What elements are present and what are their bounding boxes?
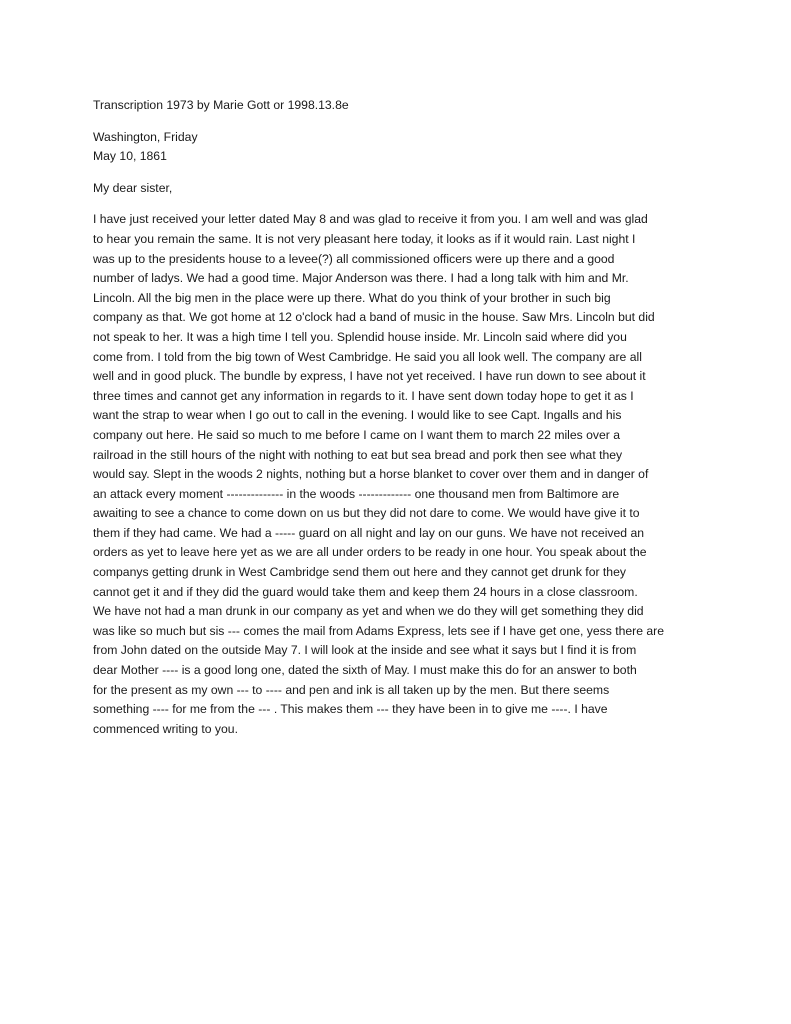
body-line: to hear you remain the same. It is not very pleasant here today, it looks as if it would rain. Last night I: [93, 231, 636, 246]
body-line: come from. I told from the big town of West Cambridge. He said you all look well. The company are all: [93, 349, 642, 364]
body-line: commenced writing to you.: [93, 721, 238, 736]
body-line: three times and cannot get any information in regards to it. I have sent down today hope to get it as I: [93, 388, 634, 403]
body-line: number of ladys. We had a good time. Major Anderson was there. I had a long talk with him and Mr.: [93, 271, 629, 286]
body-line: not speak to her. It was a high time I tell you. Splendid house inside. Mr. Lincoln said where did you: [93, 329, 627, 344]
body-line: dear Mother ---- is a good long one, dated the sixth of May. I must make this do for an answer to both: [93, 663, 637, 678]
body-line: an attack every moment -------------- in the woods ------------- one thousand men from Baltimore are: [93, 486, 620, 501]
date-line: May 10, 1861: [93, 149, 167, 164]
body-line: from John dated on the outside May 7. I will look at the inside and see what it says but I find it is from: [93, 643, 637, 658]
body-line: railroad in the still hours of the night with nothing to eat but sea bread and pork then see what they: [93, 447, 623, 462]
body-line: something ---- for me from the --- . This makes them --- they have been in to give me ----. I have: [93, 702, 608, 717]
dateline: [93, 128, 699, 167]
body-line: would say. Slept in the woods 2 nights, nothing but a horse blanket to cover over them and in danger of: [93, 467, 649, 482]
body-line: Lincoln. All the big men in the place were up there. What do you think of your brother in such big: [93, 290, 611, 305]
body-line: company as that. We got home at 12 o'clock had a band of music in the house. Saw Mrs. Lincoln but did: [93, 310, 655, 325]
body-line: want the strap to wear when I go out to call in the evening. I would like to see Capt. Ingalls and his: [93, 408, 622, 423]
body-line: We have not had a man drunk in our company as yet and when we do they will get something they did: [93, 604, 644, 619]
body-line: was like so much but sis --- comes the mail from Adams Express, lets see if I have get one, yess there are: [93, 623, 665, 638]
body-line: orders as yet to leave here yet as we are all under orders to be ready in one hour. You speak about the: [93, 545, 647, 560]
letter-body: [93, 210, 699, 739]
body-line: well and in good pluck. The bundle by express, I have not yet received. I have run down to see about it: [93, 369, 646, 384]
place-line: Washington, Friday: [93, 129, 198, 144]
body-line: was up to the presidents house to a levee(?) all commissioned officers were up there and a good: [93, 251, 615, 266]
body-line: I have just received your letter dated May 8 and was glad to receive it from you. I am well and was glad: [93, 212, 648, 227]
salutation: My dear sister,: [93, 180, 173, 195]
body-line: them if they had came. We had a ----- guard on all night and lay on our guns. We have not received an: [93, 525, 645, 540]
body-line: cannot get it and if they did the guard would take them and keep them 24 hours in a close classroom.: [93, 584, 638, 599]
body-line: for the present as my own --- to ---- and pen and ink is all taken up by the men. But there seems: [93, 682, 610, 697]
transcription-header: Transcription 1973 by Marie Gott or 1998.13.8e: [93, 98, 349, 112]
body-line: company out here. He said so much to me before I came on I want them to march 22 miles over a: [93, 427, 621, 442]
letter-content: [93, 96, 699, 739]
body-line: awaiting to see a chance to come down on us but they did not dare to come. We would have give it to: [93, 506, 640, 521]
body-line: companys getting drunk in West Cambridge send them out here and they cannot get drunk for they: [93, 565, 626, 580]
